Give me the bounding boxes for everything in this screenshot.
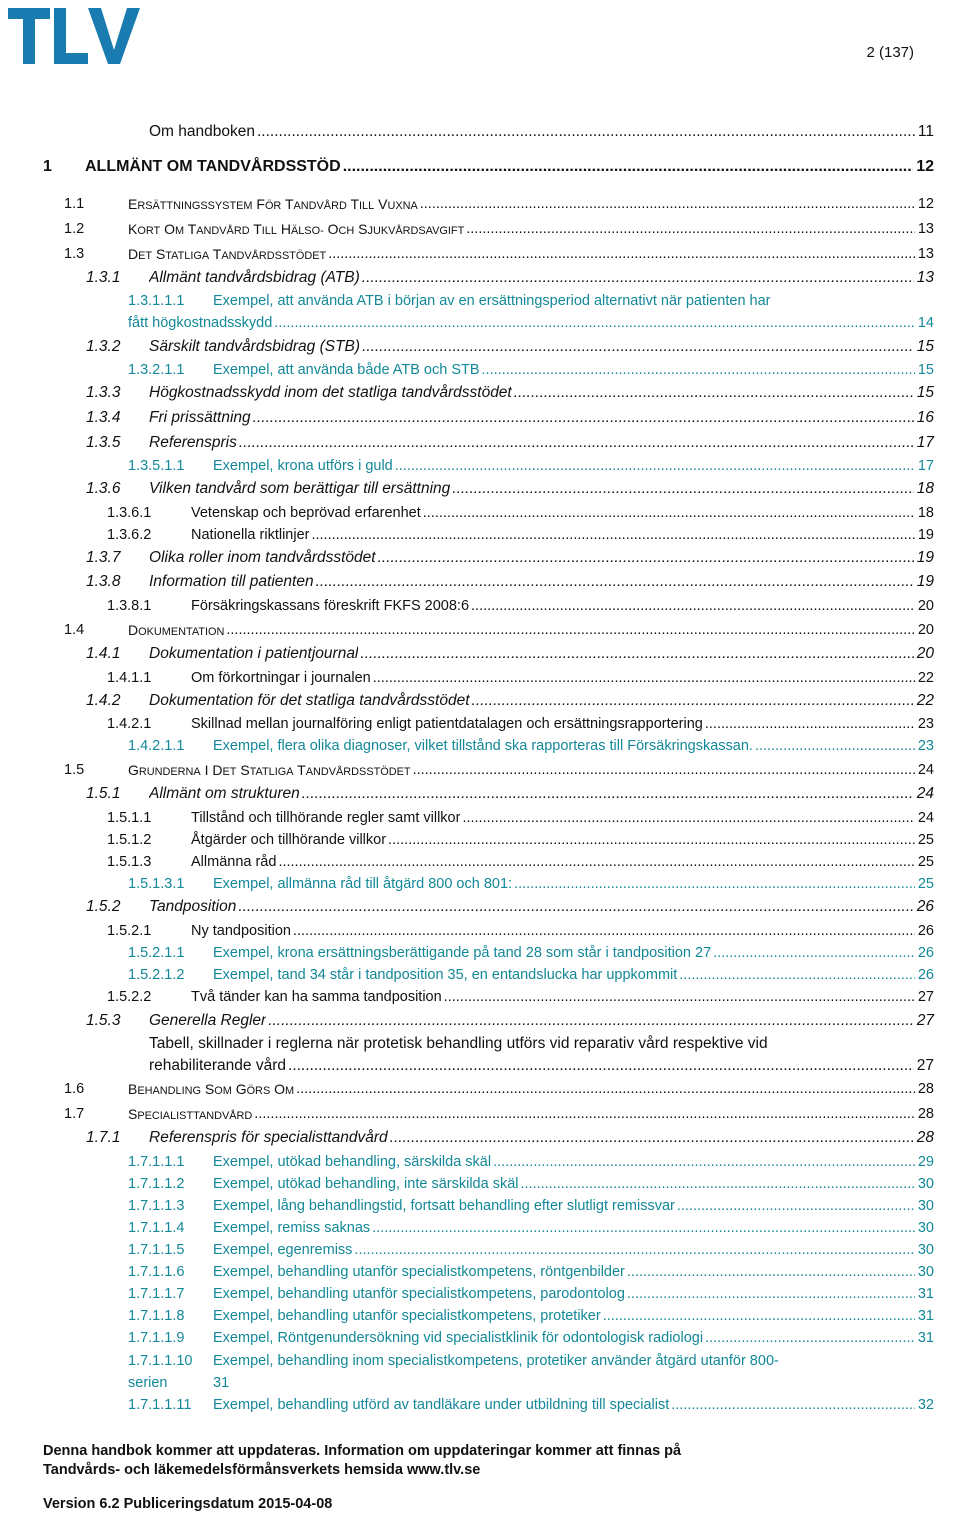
- toc-entry[interactable]: [0, 524, 960, 546]
- toc-entry-title: SPECIALISTTANDVÅRD: [128, 1106, 253, 1122]
- toc-entry-number: 1.3.7: [86, 549, 121, 566]
- dot-leader: [679, 964, 915, 986]
- dot-leader: [514, 873, 915, 895]
- toc-entry-page: 30: [917, 1264, 934, 1280]
- dot-leader: [471, 595, 915, 617]
- toc-entry-title: Skillnad mellan journalföring enligt patientdatalagen och ersättningsrapportering: [191, 716, 703, 732]
- toc-entry[interactable]: [0, 873, 960, 895]
- toc-entry-page: 12: [916, 158, 934, 175]
- toc-entry-title: Åtgärder och tillhörande villkor: [191, 832, 387, 848]
- dot-leader: [472, 690, 914, 712]
- dot-leader: [254, 1103, 915, 1127]
- toc-entry-page: 15: [917, 362, 934, 378]
- toc-entry-page: 19: [917, 527, 934, 543]
- dot-leader: [378, 547, 914, 569]
- toc-entry-number: 1.3.2.1.1: [128, 362, 185, 378]
- toc-entry-title: Särskilt tandvårdsbidrag (STB): [149, 338, 361, 355]
- toc-entry-number: 1.5.2: [86, 898, 121, 915]
- toc-entry[interactable]: [0, 986, 960, 1008]
- toc-entry-number: 1.3.2: [86, 338, 121, 355]
- toc-entry-title: Exempel, egenremiss: [213, 1242, 353, 1258]
- dot-leader: [360, 643, 913, 665]
- toc-entry[interactable]: [0, 896, 960, 918]
- toc-entry[interactable]: [0, 1195, 960, 1217]
- toc-entry-number: 1.5.1.3: [107, 854, 152, 870]
- toc-entry-title: Ny tandposition: [191, 923, 291, 939]
- toc-entry-title: ALLMÄNT OM TANDVÅRDSSTÖD: [85, 158, 341, 175]
- toc-entry-title: Tabell, skillnader i reglerna när protetisk behandling utförs vid reparativ vård respektive vid: [149, 1035, 768, 1052]
- toc-entry-number: 1.5.3: [86, 1012, 121, 1029]
- toc-entry[interactable]: [0, 690, 960, 712]
- toc-entry[interactable]: [0, 478, 960, 500]
- toc-entry-page: 26: [917, 967, 934, 983]
- dot-leader: [388, 829, 915, 851]
- dot-leader: [520, 1173, 914, 1195]
- toc-entry-number: 1.7: [64, 1106, 85, 1122]
- dot-leader: [362, 336, 914, 358]
- toc-entry-number: 1.4.1.1: [107, 670, 152, 686]
- toc-entry-page: 24: [916, 785, 934, 802]
- dot-leader: [302, 783, 914, 805]
- toc-entry-number: 1.4.1: [86, 645, 121, 662]
- toc-entry-page: 20: [917, 598, 934, 614]
- toc-entry-number: 1.5.1.1: [107, 810, 152, 826]
- toc-entry-title: Allmänt om strukturen: [149, 785, 300, 802]
- toc-entry-page: 28: [916, 1129, 934, 1146]
- toc-entry[interactable]: [0, 382, 960, 404]
- dot-leader: [755, 735, 915, 757]
- toc-entry-page: 24: [917, 810, 934, 826]
- toc-entry[interactable]: [0, 807, 960, 829]
- toc-entry-title: Exempel, att använda både ATB och STB: [213, 362, 480, 378]
- toc-entry-number: 1.3.6.2: [107, 527, 152, 543]
- dot-leader: [395, 455, 915, 477]
- dot-leader: [257, 121, 915, 143]
- toc-entry-number: 1.5.2.1.2: [128, 967, 185, 983]
- version-info: Version 6.2 Publiceringsdatum 2015-04-08: [43, 1496, 333, 1512]
- toc-entry-page: 25: [917, 876, 934, 892]
- toc-entry-title: Tillstånd och tillhörande regler samt villkor: [191, 810, 461, 826]
- toc-entry[interactable]: [0, 1283, 960, 1305]
- toc-entry[interactable]: [0, 502, 960, 524]
- toc-entry[interactable]: [0, 1261, 960, 1283]
- toc-entry-title-continued: fått högkostnadsskydd: [128, 315, 273, 331]
- toc-entry[interactable]: [0, 920, 960, 942]
- toc-entry-number: 1.7.1: [86, 1129, 121, 1146]
- toc-entry-title-continued: rehabiliterande vård: [149, 1057, 287, 1074]
- toc-entry-page: 17: [916, 434, 934, 451]
- toc-entry-page: 26: [916, 898, 934, 915]
- toc-entry-page: 15: [916, 338, 934, 355]
- dot-leader: [296, 1078, 915, 1102]
- toc-entry-title: DET STATLIGA TANDVÅRDSSTÖDET: [128, 246, 327, 262]
- toc-entry[interactable]: [0, 783, 960, 805]
- toc-entry-number: 1.3.6: [86, 480, 121, 497]
- toc-entry-continuation[interactable]: [0, 312, 960, 334]
- dot-leader: [603, 1305, 915, 1327]
- dot-leader: [316, 571, 914, 593]
- dot-leader: [253, 407, 914, 429]
- dot-leader: [274, 312, 915, 334]
- dot-leader: [705, 1327, 915, 1349]
- toc-entry-page: 15: [916, 384, 934, 401]
- dot-leader: [671, 1394, 915, 1416]
- toc-entry[interactable]: [0, 667, 960, 689]
- toc-entry-page: 17: [917, 458, 934, 474]
- toc-entry[interactable]: [0, 619, 960, 641]
- dot-leader: [373, 667, 915, 689]
- dot-leader: [466, 218, 915, 242]
- toc-entry-page: 25: [917, 854, 934, 870]
- dot-leader: [288, 1055, 914, 1077]
- toc-entry-page: 18: [916, 480, 934, 497]
- toc-entry[interactable]: [0, 964, 960, 986]
- toc-entry[interactable]: [0, 1078, 960, 1100]
- toc-entry-page: 25: [917, 832, 934, 848]
- toc-entry-page: 29: [917, 1154, 934, 1170]
- toc-entry[interactable]: [0, 218, 960, 240]
- toc-entry-title: Fri prissättning: [149, 409, 251, 426]
- toc-entry-page: 16: [916, 409, 934, 426]
- toc-entry-number: 1.7.1.1.6: [128, 1264, 185, 1280]
- toc-entry-number: 1.3.1.1.1: [128, 293, 185, 309]
- toc-entry[interactable]: [0, 290, 960, 312]
- toc-entry[interactable]: [0, 759, 960, 781]
- toc-entry[interactable]: [0, 1010, 960, 1032]
- toc-entry[interactable]: [0, 851, 960, 873]
- toc-entry-title: Vilken tandvård som berättigar till ersättning: [149, 480, 451, 497]
- toc-entry-number: 1.5.1.3.1: [128, 876, 185, 892]
- toc-entry-title: Exempel, behandling utanför specialistkompetens, röntgenbilder: [213, 1264, 625, 1280]
- toc-entry-page: 31: [213, 1375, 230, 1391]
- toc-entry-page: 22: [917, 670, 934, 686]
- dot-leader: [627, 1283, 915, 1305]
- toc-entry-page: 23: [917, 716, 934, 732]
- toc-entry-page: 27: [916, 1012, 934, 1029]
- toc-entry-number: 1.3.5: [86, 434, 121, 451]
- toc-entry[interactable]: [0, 1033, 960, 1055]
- toc-entry-number: 1.7.1.1.10: [128, 1353, 193, 1369]
- toc-entry-number: 1.3.8: [86, 573, 121, 590]
- toc-entry-title: Exempel, att använda ATB i början av en ersättningsperiod alternativt när patienten har: [213, 293, 771, 309]
- toc-entry-title: Exempel, remiss saknas: [213, 1220, 371, 1236]
- toc-entry-number: 1.3: [64, 246, 85, 262]
- toc-entry-number: 1.7.1.1.11: [128, 1397, 192, 1413]
- toc-entry-number: 1.4.2.1: [107, 716, 152, 732]
- toc-entry-page: 31: [917, 1330, 934, 1346]
- toc-entry-number: 1.7.1.1.3: [128, 1198, 185, 1214]
- toc-entry-page: 19: [916, 549, 934, 566]
- toc-entry-title: DOKUMENTATION: [128, 622, 225, 638]
- toc-entry[interactable]: [0, 432, 960, 454]
- toc-entry-title-continued: serien: [128, 1375, 168, 1391]
- toc-entry[interactable]: [0, 407, 960, 429]
- toc-entry-page: 20: [916, 645, 934, 662]
- toc-entry-page: 30: [917, 1220, 934, 1236]
- toc-entry-title: Dokumentation i patientjournal: [149, 645, 359, 662]
- toc-entry-page: 30: [917, 1198, 934, 1214]
- toc-entry-number: 1.7.1.1.2: [128, 1176, 185, 1192]
- dot-leader: [452, 478, 913, 500]
- toc-entry-title: Om handboken: [149, 123, 255, 140]
- toc-entry-number: 1.5.1: [86, 785, 121, 802]
- toc-entry-page: 11: [917, 123, 934, 140]
- toc-entry-number: 1.7.1.1.8: [128, 1308, 185, 1324]
- toc-entry-number: 1.3.1: [86, 269, 121, 286]
- toc-entry-title: Exempel, krona utförs i guld: [213, 458, 393, 474]
- dot-leader: [482, 359, 915, 381]
- dot-leader: [413, 759, 915, 783]
- toc-entry-title: Försäkringskassans föreskrift FKFS 2008:6: [191, 598, 470, 614]
- toc-entry[interactable]: [0, 1127, 960, 1149]
- page-number: 2 (137): [866, 44, 914, 61]
- toc-entry-page: 32: [917, 1397, 934, 1413]
- toc-entry-number: 1.5.1.2: [107, 832, 152, 848]
- dot-leader: [343, 156, 914, 178]
- toc-entry-number: 1.7.1.1.1: [128, 1154, 185, 1170]
- toc-entry-page: 26: [917, 945, 934, 961]
- toc-entry[interactable]: [0, 1305, 960, 1327]
- toc-entry[interactable]: [0, 1217, 960, 1239]
- toc-entry[interactable]: [0, 829, 960, 851]
- dot-leader: [278, 851, 914, 873]
- dot-leader: [627, 1261, 915, 1283]
- toc-entry[interactable]: [0, 595, 960, 617]
- toc-entry-title: Generella Regler: [149, 1012, 267, 1029]
- toc-entry-title: Exempel, behandling utanför specialistkompetens, protetiker: [213, 1308, 601, 1324]
- toc-entry-page: 31: [917, 1286, 934, 1302]
- dot-leader: [372, 1217, 915, 1239]
- toc-entry-title: Nationella riktlinjer: [191, 527, 310, 543]
- toc-entry[interactable]: [0, 267, 960, 289]
- toc-entry-number: 1.5: [64, 762, 85, 778]
- footer-line-2: Tandvårds- och läkemedelsförmånsverkets hemsida www.tlv.se: [43, 1462, 481, 1478]
- toc-entry[interactable]: [0, 713, 960, 735]
- toc-entry[interactable]: [0, 942, 960, 964]
- toc-entry-page: 22: [916, 692, 934, 709]
- toc-entry[interactable]: [0, 735, 960, 757]
- toc-entry-title: Högkostnadsskydd inom det statliga tandvårdsstödet: [149, 384, 512, 401]
- toc-entry-number: 1.4.2: [86, 692, 121, 709]
- toc-entry-title: Exempel, behandling utförd av tandläkare under utbildning till specialist: [213, 1397, 670, 1413]
- toc-entry-page: 13: [917, 246, 934, 262]
- dot-leader: [423, 502, 915, 524]
- toc-entry-title: ERSÄTTNINGSSYSTEM FÖR TANDVÅRD TILL VUXNA: [128, 196, 418, 212]
- toc-entry-page: 26: [917, 923, 934, 939]
- toc-entry-title: Exempel, krona ersättningsberättigande på tand 28 som står i tandposition 27: [213, 945, 712, 961]
- footer-note: [43, 1442, 681, 1480]
- dot-leader: [514, 382, 914, 404]
- toc-entry[interactable]: [0, 1394, 960, 1416]
- dot-leader: [390, 1127, 914, 1149]
- toc-entry-number: 1.2: [64, 221, 85, 237]
- toc-entry-title: GRUNDERNA I DET STATLIGA TANDVÅRDSSTÖDET: [128, 762, 411, 778]
- toc-entry-page: 23: [917, 738, 934, 754]
- toc-entry-title: Exempel, utökad behandling, särskilda skäl: [213, 1154, 492, 1170]
- dot-leader: [705, 713, 915, 735]
- toc-entry-title: Dokumentation för det statliga tandvårdsstödet: [149, 692, 470, 709]
- toc-entry-title: Exempel, behandling inom specialistkompetens, protetiker använder åtgärd utanför 800-: [213, 1353, 779, 1369]
- dot-leader: [328, 243, 915, 267]
- toc-entry-page: 13: [916, 269, 934, 286]
- toc-entry-page: 19: [916, 573, 934, 590]
- toc-entry-continuation[interactable]: [0, 1055, 960, 1077]
- toc-entry-page: 12: [917, 196, 934, 212]
- toc-entry-title: BEHANDLING SOM GÖRS OM: [128, 1081, 295, 1097]
- toc-entry[interactable]: [0, 643, 960, 665]
- toc-entry-title: Exempel, Röntgenundersökning vid specialistklinik för odontologisk radiologi: [213, 1330, 704, 1346]
- toc-entry-number: 1.4.2.1.1: [128, 738, 185, 754]
- dot-leader: [420, 193, 915, 217]
- toc-entry-number: 1.3.4: [86, 409, 121, 426]
- toc-entry-page: 27: [917, 989, 934, 1005]
- dot-leader: [238, 896, 913, 918]
- toc-entry[interactable]: [0, 1103, 960, 1125]
- toc-entry-number: 1.1: [64, 196, 85, 212]
- toc-entry-number: 1.5.2.1.1: [128, 945, 185, 961]
- toc-entry-number: 1: [43, 158, 52, 175]
- toc-entry-page: 14: [917, 315, 934, 331]
- dot-leader: [713, 942, 915, 964]
- toc-entry-title: Exempel, allmänna råd till åtgärd 800 och 801:: [213, 876, 513, 892]
- dot-leader: [293, 920, 915, 942]
- dot-leader: [239, 432, 914, 454]
- toc-entry-title: KORT OM TANDVÅRD TILL HÄLSO- OCH SJUKVÅRDSAVGIFT: [128, 221, 465, 237]
- toc-entry-page: 27: [916, 1057, 934, 1074]
- toc-entry-title: Exempel, behandling utanför specialistkompetens, parodontolog: [213, 1286, 625, 1302]
- toc-entry-page: 31: [917, 1308, 934, 1324]
- toc-entry-title: Tandposition: [149, 898, 237, 915]
- toc-entry-page: 13: [917, 221, 934, 237]
- toc-entry-page: 28: [917, 1106, 934, 1122]
- toc-entry-number: 1.7.1.1.9: [128, 1330, 185, 1346]
- toc-entry-number: 1.7.1.1.4: [128, 1220, 185, 1236]
- toc-entry-number: 1.4: [64, 622, 85, 638]
- toc-entry-page: 28: [917, 1081, 934, 1097]
- toc-entry-title: Exempel, tand 34 står i tandposition 35, en entandslucka har uppkommit: [213, 967, 678, 983]
- toc-entry-page: 30: [917, 1176, 934, 1192]
- dot-leader: [677, 1195, 915, 1217]
- toc-entry-title: Exempel, flera olika diagnoser, vilket tillstånd ska rapporteras till Försäkringskassan.: [213, 738, 753, 754]
- dot-leader: [462, 807, 914, 829]
- toc-entry-title: Två tänder kan ha samma tandposition: [191, 989, 442, 1005]
- toc-entry-title: Allmänt tandvårdsbidrag (ATB): [149, 269, 360, 286]
- toc-entry-number: 1.3.8.1: [107, 598, 152, 614]
- toc-entry-page: 30: [917, 1242, 934, 1258]
- toc-entry[interactable]: [0, 336, 960, 358]
- toc-entry-title: Exempel, lång behandlingstid, fortsatt behandling efter slutligt remissvar: [213, 1198, 675, 1214]
- toc-entry-page: 20: [917, 622, 934, 638]
- dot-leader: [444, 986, 915, 1008]
- toc-entry-number: 1.5.2.1: [107, 923, 152, 939]
- toc-entry[interactable]: [0, 243, 960, 265]
- toc-entry-page: 24: [917, 762, 934, 778]
- toc-entry-title: Vetenskap och beprövad erfarenhet: [191, 505, 421, 521]
- dot-leader: [311, 524, 914, 546]
- toc-entry-number: 1.7.1.1.5: [128, 1242, 185, 1258]
- toc-entry[interactable]: [0, 455, 960, 477]
- toc-entry-title: Om förkortningar i journalen: [191, 670, 371, 686]
- toc-entry-title: Referenspris för specialisttandvård: [149, 1129, 388, 1146]
- dot-leader: [226, 619, 914, 643]
- dot-leader: [493, 1151, 915, 1173]
- dot-leader: [268, 1010, 914, 1032]
- toc-entry[interactable]: [0, 1239, 960, 1261]
- dot-leader: [354, 1239, 914, 1261]
- toc-entry[interactable]: [0, 193, 960, 215]
- toc-entry-continuation[interactable]: [0, 1372, 960, 1394]
- toc-entry-number: 1.3.5.1.1: [128, 458, 185, 474]
- toc-entry[interactable]: [0, 359, 960, 381]
- toc-entry-title: Information till patienten: [149, 573, 314, 590]
- toc-entry[interactable]: [0, 1151, 960, 1173]
- toc-entry[interactable]: [0, 547, 960, 569]
- toc-entry[interactable]: [0, 121, 960, 143]
- toc-entry-number: 1.3.6.1: [107, 505, 152, 521]
- toc-entry-number: 1.7.1.1.7: [128, 1286, 185, 1302]
- toc-entry-number: 1.6: [64, 1081, 85, 1097]
- toc-entry[interactable]: [0, 1350, 960, 1372]
- toc-entry[interactable]: [0, 1173, 960, 1195]
- toc-entry-title: Exempel, utökad behandling, inte särskilda skäl: [213, 1176, 519, 1192]
- toc-entry-number: 1.3.3: [86, 384, 121, 401]
- toc-entry[interactable]: [0, 1327, 960, 1349]
- toc-entry-title: Allmänna råd: [191, 854, 277, 870]
- toc-entry-number: 1.5.2.2: [107, 989, 152, 1005]
- footer-line-1: Denna handbok kommer att uppdateras. Information om uppdateringar kommer att finnas på: [43, 1443, 682, 1459]
- toc-entry-title: Olika roller inom tandvårdsstödet: [149, 549, 376, 566]
- dot-leader: [362, 267, 914, 289]
- toc-entry[interactable]: [0, 156, 960, 178]
- toc-entry[interactable]: [0, 571, 960, 593]
- toc-entry-title: Referenspris: [149, 434, 237, 451]
- toc-entry-page: 18: [917, 505, 934, 521]
